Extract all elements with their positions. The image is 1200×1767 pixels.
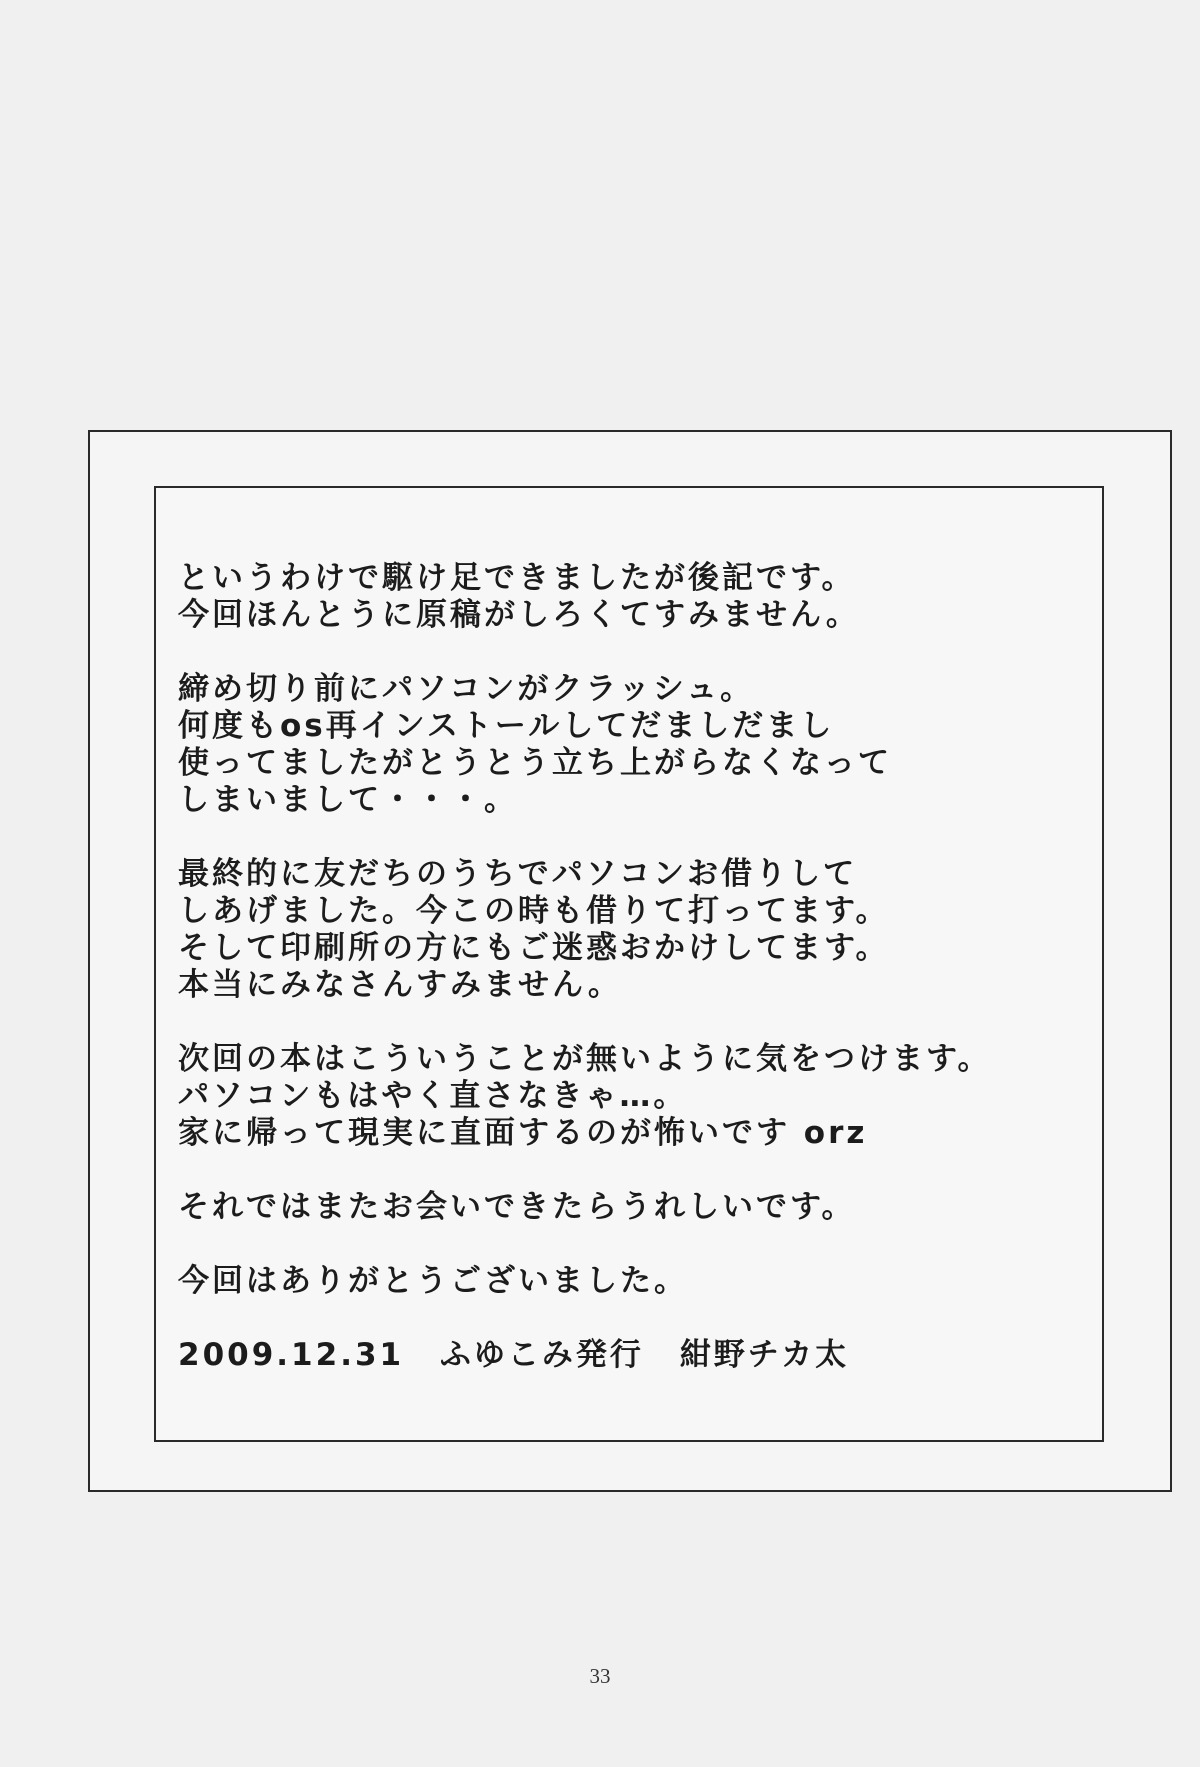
text-line: それではまたお会いできたらうれしいです。: [178, 1189, 856, 1225]
event-label: ふゆこみ発行: [439, 1337, 644, 1373]
paragraph-thanks: [178, 1263, 1078, 1300]
text-line: 今回ほんとうに原稿がしろくてすみません。: [178, 597, 860, 633]
publication-date: 2009.12.31: [178, 1337, 405, 1373]
paragraph-see-you: [178, 1189, 1078, 1226]
paragraph-next-time: [178, 1041, 1078, 1152]
outer-frame: [88, 430, 1172, 1492]
text-line: 最終的に友だちのうちでパソコンお借りして: [178, 856, 858, 892]
text-line: というわけで駆け足できましたが後記です。: [178, 560, 856, 596]
text-line: 何度もos再インストールしてだましだまし: [178, 708, 835, 744]
text-line: 次回の本はこういうことが無いように気をつけます。: [178, 1041, 992, 1077]
text-line: 使ってましたがとうとう立ち上がらなくなって: [178, 745, 892, 781]
inner-frame: [154, 486, 1104, 1442]
paragraph-crash: [178, 671, 1078, 819]
text-line: 家に帰って現実に直面するのが怖いです orz: [178, 1115, 868, 1151]
text-line: そして印刷所の方にもご迷惑おかけしてます。: [178, 930, 890, 966]
afterword-text: [178, 560, 1078, 1374]
author-name: 紺野チカ太: [679, 1337, 850, 1373]
paragraph-borrowed-pc: [178, 856, 1078, 1004]
text-line: しまいまして・・・。: [178, 782, 518, 818]
signature-line: [178, 1337, 1078, 1374]
text-line: 今回はありがとうございました。: [178, 1263, 688, 1299]
text-line: 締め切り前にパソコンがクラッシュ。: [178, 671, 755, 707]
paragraph-intro: [178, 560, 1078, 634]
text-line: 本当にみなさんすみません。: [178, 967, 622, 1003]
page-number: 33: [589, 1664, 611, 1688]
text-line: パソコンもはやく直さなきゃ…。: [178, 1078, 688, 1114]
text-line: しあげました。今この時も借りて打ってます。: [178, 893, 890, 929]
